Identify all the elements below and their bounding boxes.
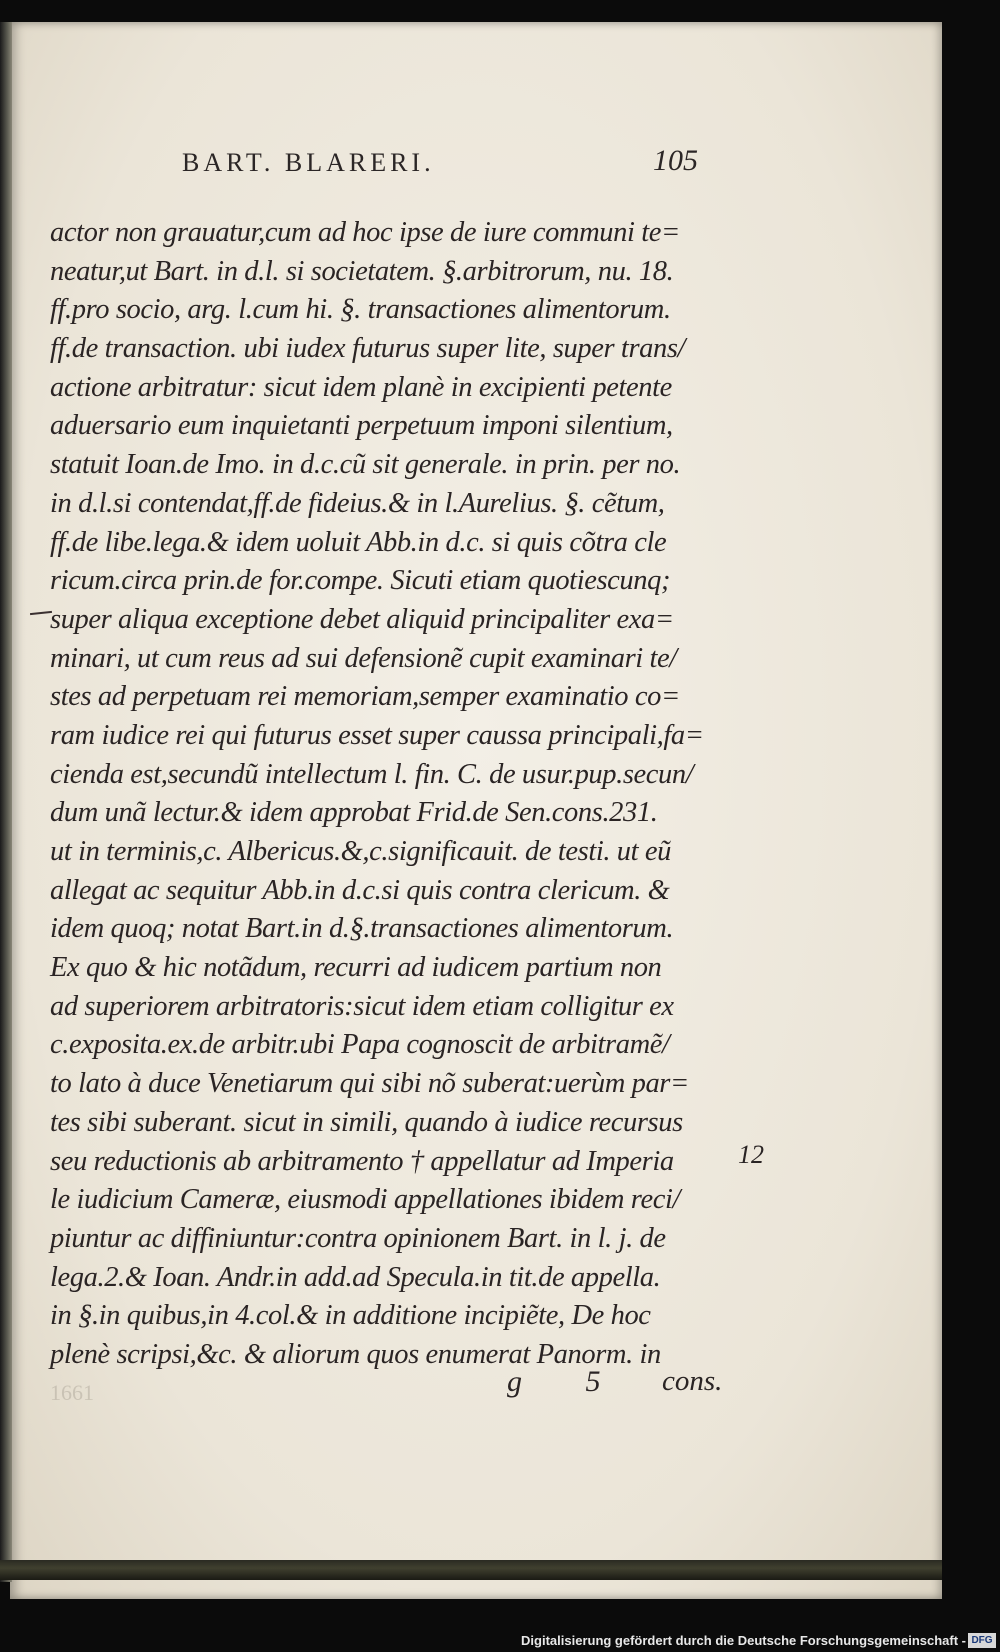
text-line: to lato à duce Venetiarum qui sibi nõ suberat:uerùm par= bbox=[50, 1068, 689, 1100]
text-line: lega.2.& Ioan. Andr.in add.ad Specula.in tit.de appella. bbox=[50, 1261, 661, 1293]
text-line: statuit Ioan.de Imo. in d.c.cũ sit generale. in prin. per no. bbox=[50, 449, 681, 481]
text-line: actor non grauatur,cum ad hoc ipse de iure communi te= bbox=[50, 217, 680, 248]
text-line: neatur,ut Bart. in d.l. si societatem. §.arbitrorum, nu. 18. bbox=[50, 255, 674, 287]
text-line: aduersario eum inquietanti perpetuum imponi silentium, bbox=[50, 410, 673, 442]
text-line: in §.in quibus,in 4.col.& in additione incipiẽte, De hoc bbox=[50, 1300, 651, 1332]
text-line: Ex quo & hic notãdum, recurri ad iudicem partium non bbox=[50, 952, 662, 984]
text-line: ad superiorem arbitratoris:sicut idem etiam colligitur ex bbox=[50, 990, 674, 1022]
signature-mark: g 5 bbox=[507, 1365, 629, 1398]
page-gutter-shadow bbox=[0, 22, 12, 1582]
text-line: in d.l.si contendat,ff.de fideius.& in l.Aurelius. §. cẽtum, bbox=[50, 487, 665, 519]
text-line: actione arbitratur: sicut idem planè in excipienti petente bbox=[50, 371, 672, 403]
margin-dash bbox=[30, 611, 52, 615]
text-line: ut in terminis,c. Albericus.&,c.significauit. de testi. ut eũ bbox=[50, 836, 671, 867]
text-line: stes ad perpetuam rei memoriam,semper examinatio co= bbox=[50, 681, 680, 713]
book-page bbox=[10, 22, 942, 1599]
text-line: ff.de transaction. ubi iudex futurus super lite, super trans/ bbox=[50, 333, 686, 365]
text-line: piuntur ac diffiniuntur:contra opinionem Bart. in l. j. de bbox=[50, 1222, 666, 1254]
text-line: cienda est,secundũ intellectum l. fin. C. de usur.pup.secun/ bbox=[50, 758, 694, 790]
catchword: cons. bbox=[662, 1365, 723, 1397]
text-line: le iudicium Cameræ, eiusmodi appellationes ibidem reci/ bbox=[50, 1184, 680, 1216]
faint-mark: 1661 bbox=[50, 1380, 94, 1405]
text-line: seu reductionis ab arbitramento † appellatur ad Imperia bbox=[50, 1145, 674, 1177]
book-bottom-edge bbox=[0, 1560, 942, 1580]
text-line: allegat ac sequitur Abb.in d.c.si quis contra clericum. & bbox=[50, 874, 670, 906]
margin-note: 12 bbox=[738, 1140, 764, 1169]
text-line: ff.pro socio, arg. l.cum hi. §. transactiones alimentorum. bbox=[50, 294, 671, 326]
body-text bbox=[50, 214, 730, 1375]
text-line: dum unã lectur.& idem approbat Frid.de Sen.cons.231. bbox=[50, 797, 658, 829]
text-line: super aliqua exceptione debet aliquid principaliter exa= bbox=[50, 603, 674, 635]
text-line: idem quoq; notat Bart.in d.§.transactiones alimentorum. bbox=[50, 913, 674, 945]
page-number: 105 bbox=[653, 144, 698, 177]
page-header bbox=[182, 144, 722, 188]
running-head: BART. BLARERI. bbox=[182, 148, 435, 177]
text-line: tes sibi suberant. sicut in simili, quando à iudice recursus bbox=[50, 1106, 683, 1138]
text-line: plenè scripsi,&c. & aliorum quos enumerat Panorm. in bbox=[50, 1338, 661, 1370]
text-line: ff.de libe.lega.& idem uoluit Abb.in d.c. si quis cõtra cle bbox=[50, 526, 667, 558]
footer-credit: Digitalisierung gefördert durch die Deutsche Forschungsgemeinschaft - bbox=[521, 1633, 966, 1648]
footer-bar bbox=[0, 1630, 1000, 1652]
text-line: minari, ut cum reus ad sui defensionẽ cupit examinari te/ bbox=[50, 642, 677, 674]
text-line: c.exposita.ex.de arbitr.ubi Papa cognoscit de arbitramẽ/ bbox=[50, 1029, 670, 1061]
text-line: ricum.circa prin.de for.compe. Sicuti etiam quotiescunq; bbox=[50, 565, 671, 597]
text-line: ram iudice rei qui futurus esset super caussa principali,fa= bbox=[50, 719, 704, 751]
dfg-logo-icon: DFG bbox=[968, 1633, 996, 1648]
